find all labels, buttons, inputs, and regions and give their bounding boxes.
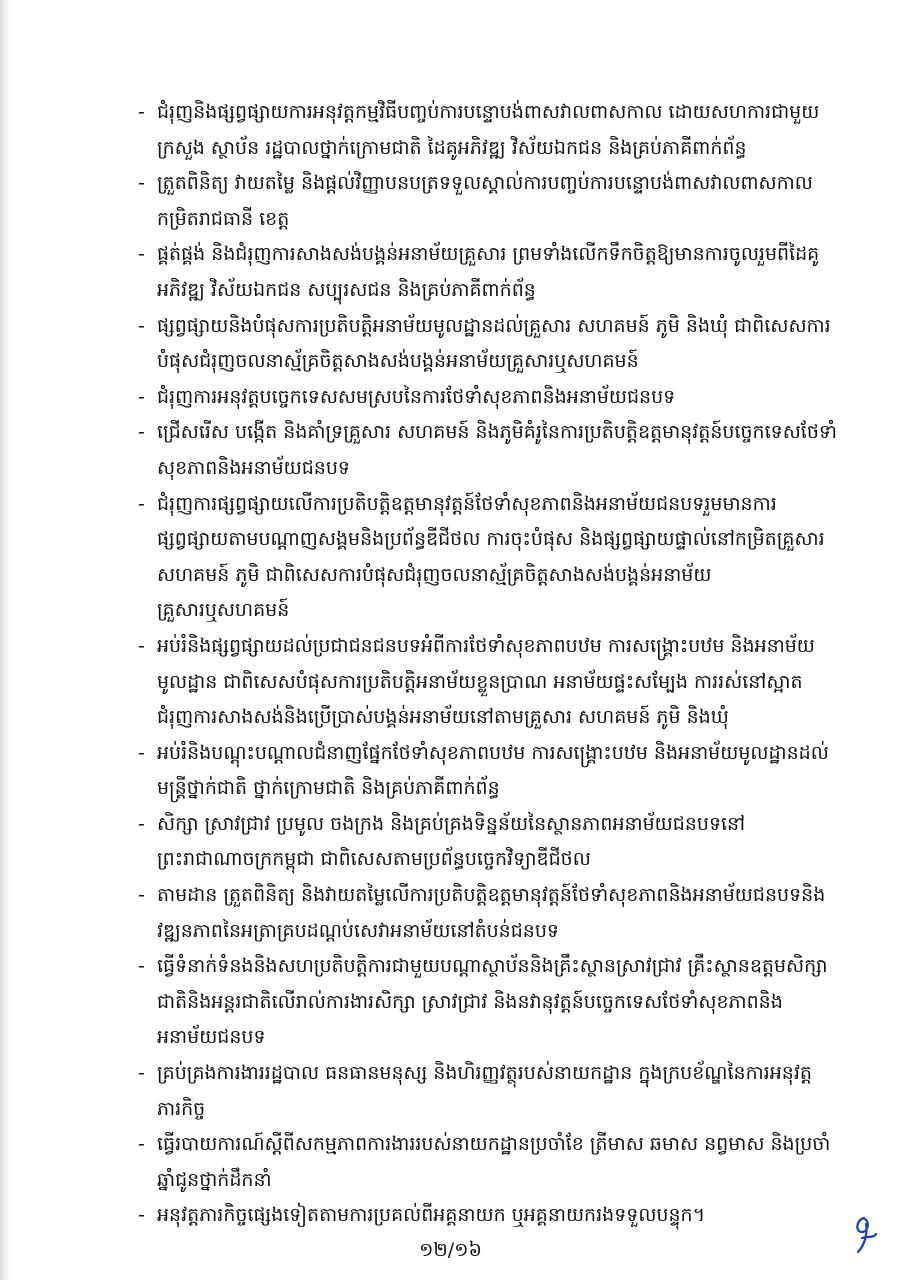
list-item: [138, 95, 838, 166]
list-item-text: ជ្រើសរើស បង្កើត និងគាំទ្រគ្រួសារ សហគមន៍ និងភូមិគំរូនៃការប្រតិបត្តិឧត្តមានុវត្តន៍បច្ចេកទេសថែទាំសុខភាពនិងអនាម័យជនបទ: [157, 421, 837, 479]
dash-bullet: -: [138, 1204, 145, 1227]
list-item-text: អប់រំនិងបណ្តុះបណ្តាលជំនាញផ្នែកថែទាំសុខភាពបឋម ការសង្គ្រោះបឋម និងអនាម័យមូលដ្ឋានដល់មន្ត្រីថ្នាក់ជាតិ ថ្នាក់ក្រោមជាតិ និងគ្រប់ភាគីពាក់ព័ន្ធ: [157, 741, 829, 800]
dash-bullet: -: [138, 884, 145, 907]
list-item-text: ជំរុញនិងផ្សព្វផ្សាយការអនុវត្តកម្មវិធីបញ្ចប់ការបន្ទោបង់ពាសវាលពាសកាល ដោយសហការជាមួយក្រសួង ស្ថាប័ន រដ្ឋបាលថ្នាក់ក្រោមជាតិ ដៃគូអភិវឌ្ឍ វិស័យឯកជន និងគ្រប់ភាគីពាក់ព័ន្ធ: [157, 101, 820, 159]
list-item: [138, 487, 838, 629]
dash-bullet: -: [138, 421, 145, 444]
dash-bullet: -: [138, 955, 145, 978]
dash-bullet: -: [138, 243, 145, 266]
list-item-text: ធ្វើរបាយការណ៍ស្តីពីសកម្មភាពការងាររបស់នាយកដ្ឋានប្រចាំខែ ត្រីមាស ឆមាស នព្វមាស និងប្រចាំឆ្នាំជូនថ្នាក់ដឹកនាំ: [157, 1133, 831, 1191]
handwritten-initials-icon: [850, 1212, 880, 1256]
dash-bullet: -: [138, 1133, 145, 1156]
list-item-text: សិក្សា ស្រាវជ្រាវ ប្រមូល ចងក្រង និងគ្រប់គ្រងទិន្នន័យនៃស្ថានភាពអនាម័យជនបទនៅព្រះរាជាណាចក្រកម្ពុជា ជាពិសេសតាមប្រព័ន្ធបច្ចេកវិទ្យាឌីជីថល: [157, 812, 746, 871]
dash-bullet: -: [138, 634, 145, 657]
dash-bullet: -: [138, 314, 145, 337]
list-item-text: ជំរុញការអនុវត្តបច្ចេកទេសសមស្របនៃការថែទាំសុខភាពនិងអនាម័យជនបទ: [157, 385, 676, 408]
list-item: [138, 736, 838, 807]
dash-bullet: -: [138, 741, 145, 764]
list-item-text: តាមដាន ត្រួតពិនិត្យ និងវាយតម្លៃលើការប្រតិបត្តិឧត្តមានុវត្តន៍ថែទាំសុខភាពនិងអនាម័យជនបទនិងវឌ្ឍនភាពនៃអត្រាគ្របដណ្តប់សេវាអនាម័យនៅតំបន់ជនបទ: [157, 884, 826, 942]
list-item-text: គ្រប់គ្រងការងាររដ្ឋបាល ធនធានមនុស្ស និងហិរញ្ញវត្ថុរបស់នាយកដ្ឋាន ក្នុងក្របខ័ណ្ឌនៃការអនុវត្តភារកិច្ច: [157, 1062, 812, 1120]
list-item: [138, 878, 838, 949]
list-item: [138, 380, 838, 416]
list-item: [138, 629, 838, 736]
dash-bullet: -: [138, 812, 145, 835]
dash-bullet: -: [138, 1062, 145, 1085]
list-item: [138, 949, 838, 1056]
list-item: [138, 1056, 838, 1127]
list-item: [138, 166, 838, 237]
duties-list: [138, 95, 838, 1234]
dash-bullet: -: [138, 172, 145, 195]
list-item-text: ជំរុញការផ្សព្វផ្សាយលើការប្រតិបត្តិឧត្តមានុវត្តន៍ថែទាំសុខភាពនិងអនាម័យជនបទរួមមានការផ្សព្វផ្សាយតាមបណ្តាញសង្គមនិងប្រព័ន្ធឌីជីថល ការចុះបំផុស និងផ្សព្វផ្សាយផ្ទាល់នៅកម្រិតគ្រួសារ សហគមន៍ ភូមិ ជាពិសេសការបំផុសជំរុញចលនាស្ម័គ្រចិត្តសាងសង់បង្គន់អនាម័យគ្រួសារឬសហគមន៍: [157, 492, 825, 622]
list-item-text: ត្រួតពិនិត្យ វាយតម្លៃ និងផ្តល់វិញ្ញាបនបត្រទទួលស្គាល់ការបញ្ចប់ការបន្ទោបង់ពាសវាលពាសកាលកម្រិតរាជធានី ខេត្ត: [157, 172, 813, 230]
dash-bullet: -: [138, 101, 145, 123]
list-item: [138, 309, 838, 380]
list-item: [138, 237, 838, 308]
list-item-text: អនុវត្តភារកិច្ចផ្សេងទៀតតាមការប្រគល់ពីអគ្គនាយក ឬអគ្គនាយករងទទួលបន្ទុក។: [157, 1204, 706, 1227]
list-item: [138, 1198, 838, 1234]
list-item-text: អប់រំនិងផ្សព្វផ្សាយដល់ប្រជាជនជនបទអំពីការថែទាំសុខភាពបឋម ការសង្គ្រោះបឋម និងអនាម័យមូលដ្ឋាន ជាពិសេសបំផុសការប្រតិបត្តិអនាម័យខ្លួនប្រាណ អនាម័យផ្ទះសម្បែង ការរស់នៅស្អាតជំរុញការសាងសង់និងប្រើប្រាស់បង្គន់អនាម័យនៅតាមគ្រួសារ សហគមន៍ ភូមិ និងឃុំ: [157, 634, 815, 729]
list-item: [138, 415, 838, 486]
list-item-text: ផ្សព្វផ្សាយនិងបំផុសការប្រតិបត្តិអនាម័យមូលដ្ឋានដល់គ្រួសារ សហគមន៍ ភូមិ និងឃុំ ជាពិសេសការបំផុសជំរុញចលនាស្ម័គ្រចិត្តសាងសង់បង្គន់អនាម័យគ្រួសារឬសហគមន៍: [157, 314, 831, 373]
page-number: ១២/១៦: [419, 1239, 482, 1261]
list-item: [138, 1127, 838, 1198]
dash-bullet: -: [138, 385, 145, 408]
dash-bullet: -: [138, 492, 145, 515]
list-item: [138, 807, 838, 878]
list-item-text: ធ្វើទំនាក់ទំនងនិងសហប្រតិបត្តិការជាមួយបណ្តាស្ថាប័ននិងគ្រឹះស្ថានស្រាវជ្រាវ គ្រឹះស្ថានឧត្តមសិក្សាជាតិនិងអន្តរជាតិលើរាល់ការងារសិក្សា ស្រាវជ្រាវ និងនវានុវត្តន៍បច្ចេកទេសថែទាំសុខភាពនិងអនាម័យជនបទ: [157, 955, 828, 1049]
list-item-text: ផ្គត់ផ្គង់ និងជំរុញការសាងសង់បង្គន់អនាម័យគ្រួសារ ព្រមទាំងលើកទឹកចិត្តឱ្យមានការចូលរួមពីដៃគូអភិវឌ្ឍ វិស័យឯកជន សប្បុរសជន និងគ្រប់ភាគីពាក់ព័ន្ធ: [157, 243, 820, 301]
